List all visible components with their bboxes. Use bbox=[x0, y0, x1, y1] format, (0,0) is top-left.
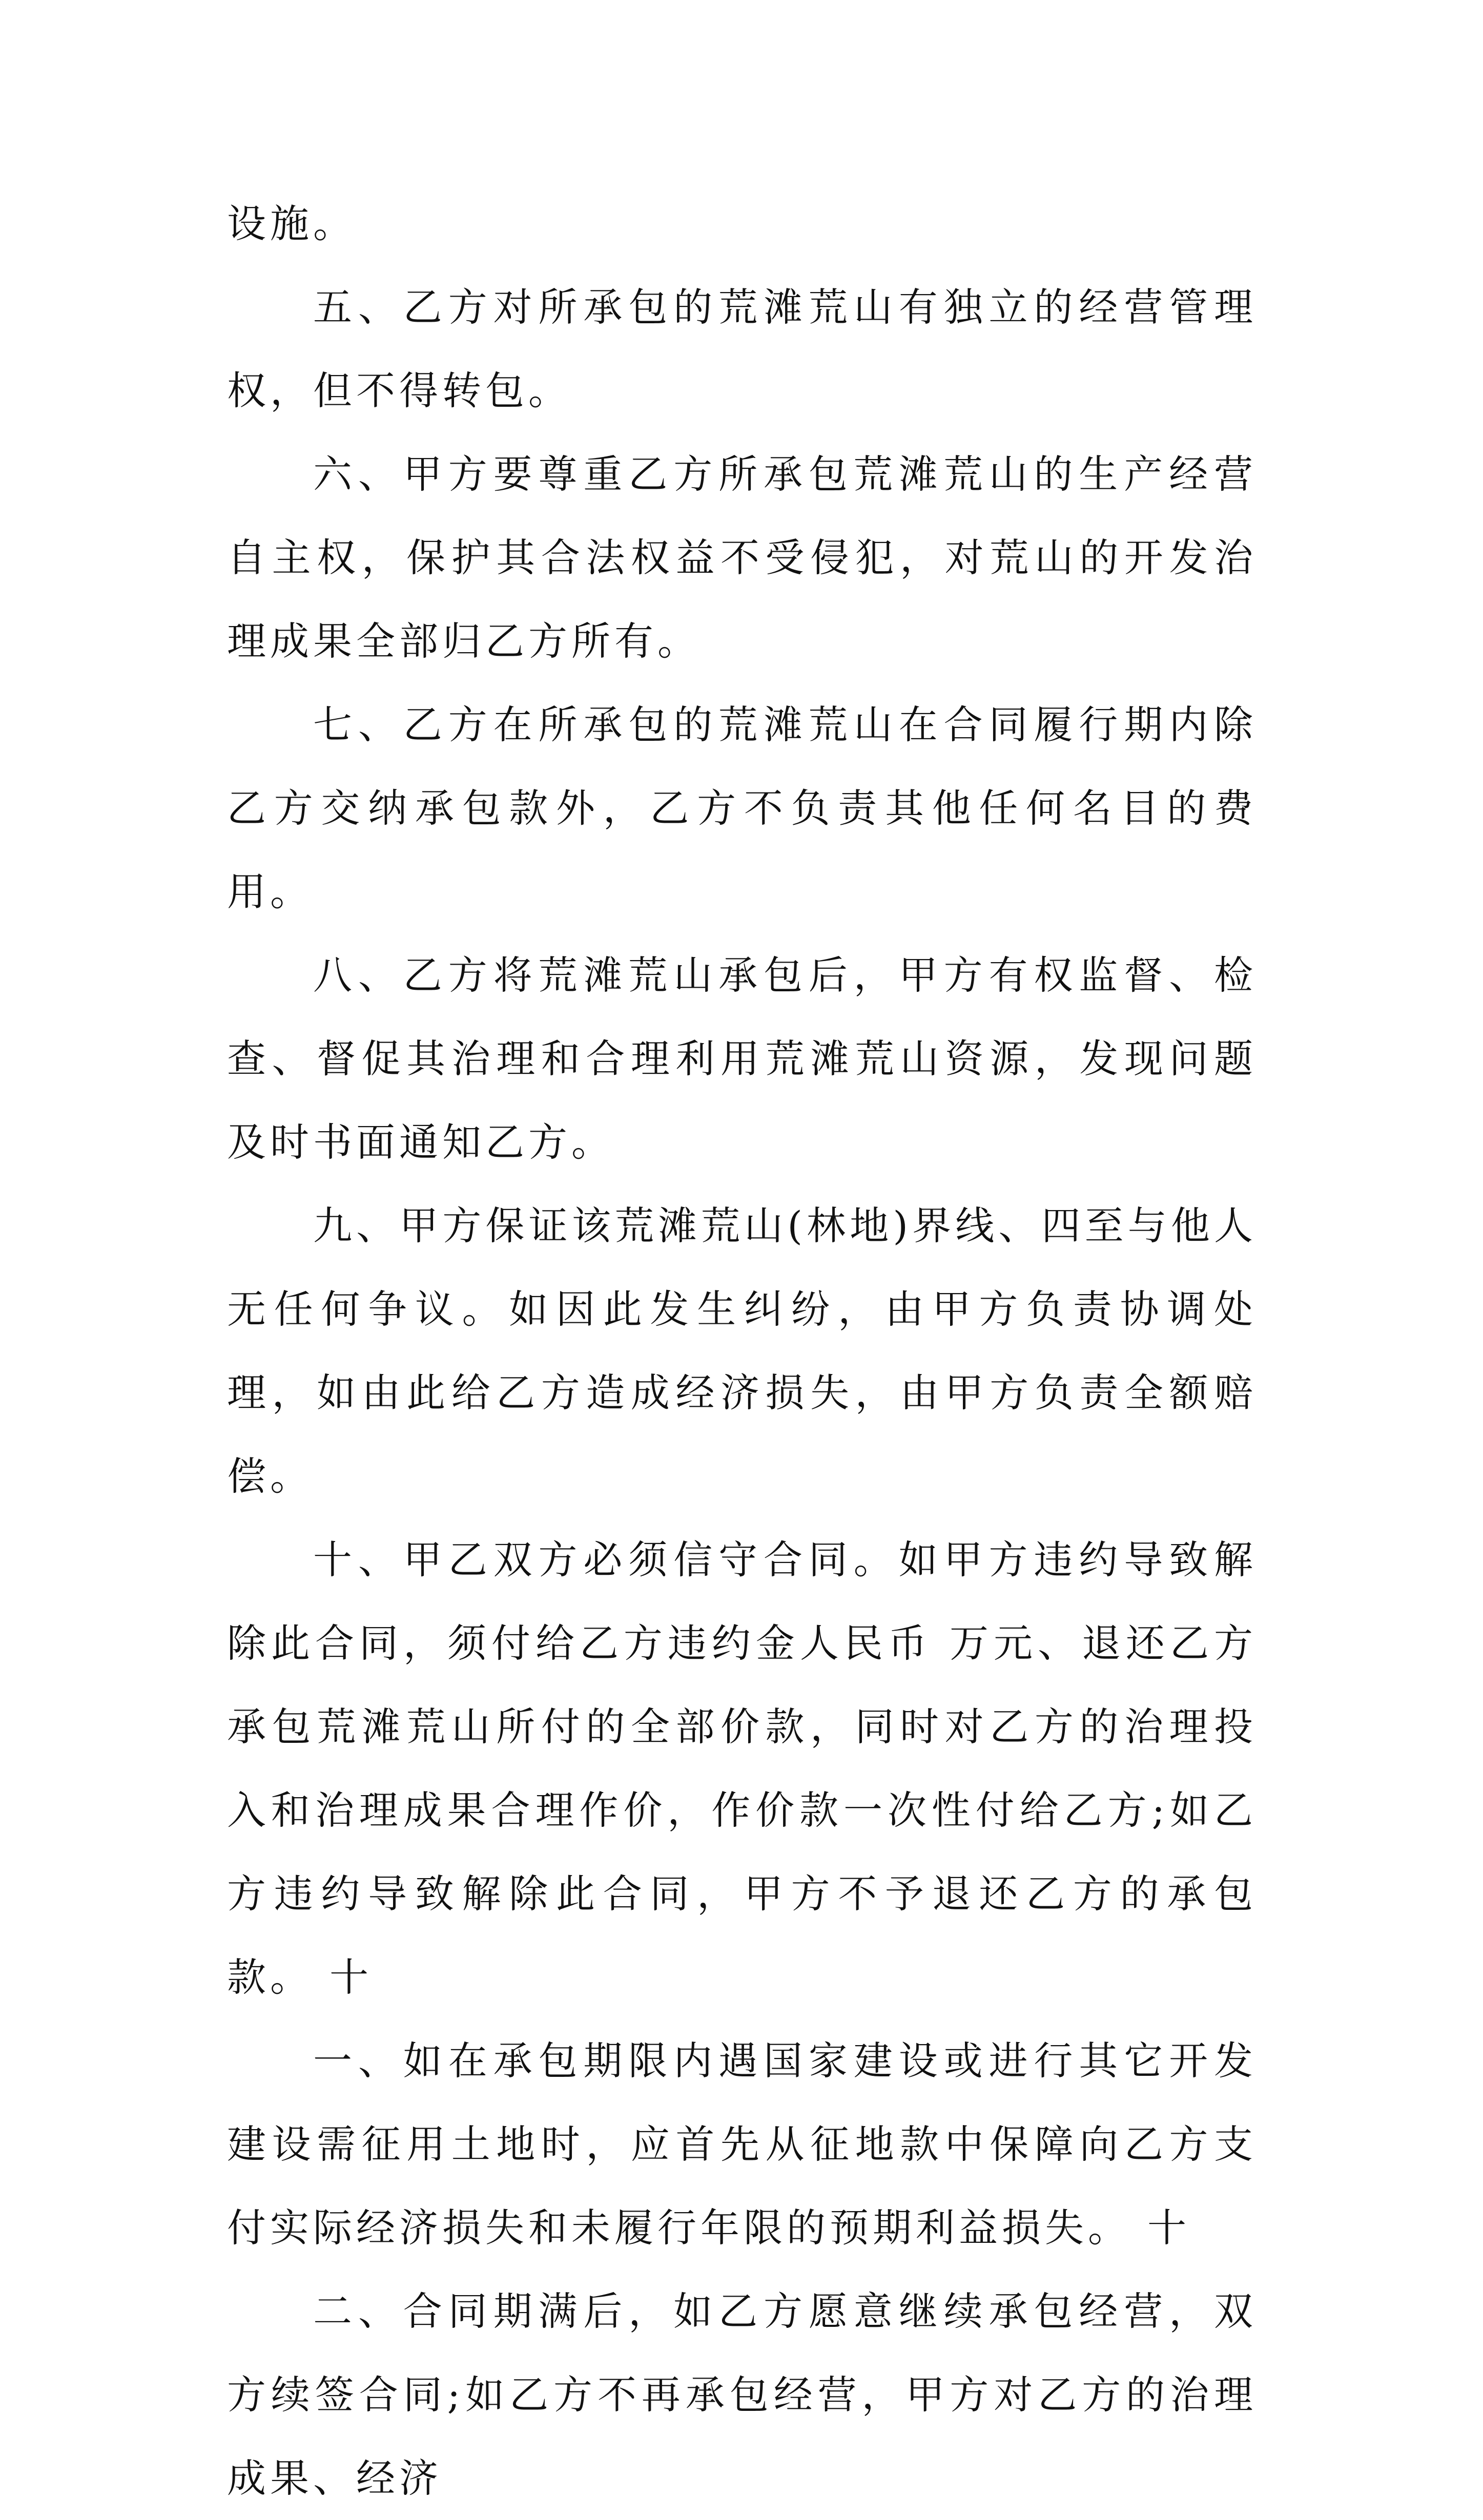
paragraph-clause-6: 六、甲方要尊重乙方所承包荒滩荒山的生产经营自主权，保护其合法权益不受侵犯，对荒山的开发治理成果全部归乙方所有。 bbox=[227, 451, 1257, 664]
paragraph-clause-10: 十、甲乙双方必须信守合同。如甲方违约导致解除此合同，须付给乙方违约金人民币 万元、退还乙方承包荒滩荒山所付的全部价款，同时对乙方的治理投入和治理成果合理作价，作价款一次性付给乙方;如乙方违约导致解除此合同，甲方不予退还乙方的承包款。 十 bbox=[227, 1537, 1257, 2000]
paragraph-clause-8: 八、乙方将荒滩荒山承包后，甲方有权监督、检查、督促其治理和合理利用荒滩荒山资源，发现问题及时书面通知乙方。 bbox=[227, 952, 1257, 1165]
paragraph-clause-9: 九、甲方保证该荒滩荒山(林地)界线、四至与他人无任何争议。如因此发生纠纷，由甲方负责协调处理，如由此给乙方造成经济损失，由甲方负责全额赔偿。 bbox=[227, 1203, 1257, 1499]
paragraph-clause-11: 一、如在承包期限内遇国家建设或进行其它开发建设需征用土地时，应首先从征地款中保障向乙方支付实际经济损失和未履行年限的预期利益损失。 十 bbox=[227, 2038, 1257, 2251]
paragraph-clause-5: 五、乙方对所承包的荒滩荒山有独立的经营管理权，但不得转包。 bbox=[227, 284, 1257, 413]
paragraph-continuation: 设施。 bbox=[227, 201, 356, 246]
paragraph-clause-7: 七、乙方在所承包的荒滩荒山在合同履行期内除乙方交纳承包款外，乙方不负责其他任何名目的费用。 bbox=[227, 702, 1257, 914]
contract-body bbox=[227, 182, 1257, 2520]
paragraph-clause-12: 二、合同期满后，如乙方愿意继续承包经营，双方续签合同;如乙方不再承包经营，甲方对乙方的治理成果、经济 bbox=[227, 2288, 1257, 2501]
